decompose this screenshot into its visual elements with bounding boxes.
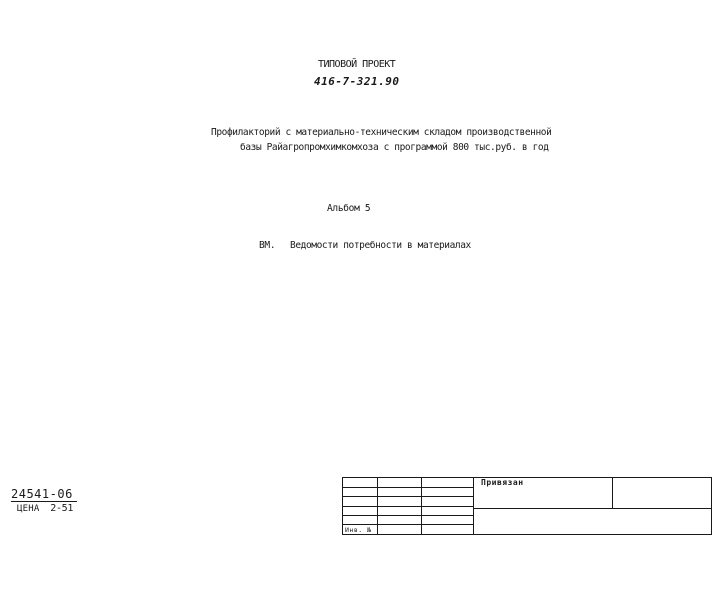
section-code: ВМ. [259, 240, 276, 251]
stamp-grid-line [343, 496, 473, 497]
stamp-binding-label: Привязан [481, 478, 524, 487]
stamp-grid-line [343, 506, 473, 507]
stamp-grid-line [473, 478, 474, 535]
stamp-grid-line [473, 508, 711, 509]
inventory-number: 24541-06 [11, 488, 77, 502]
price-label: ЦЕНА [17, 504, 40, 514]
stamp-grid-line [343, 524, 473, 525]
section-title: Ведомости потребности в материалах [290, 240, 471, 251]
stamp-inventory-label: Инв. № [345, 526, 372, 534]
price-value: 2-51 [50, 503, 74, 514]
project-description-line-1: Профилакторий с материально-техническим складом производственной [211, 127, 552, 138]
project-description-line-2: базы Райагропромхимкомхоза с программой 800 тыс.руб. в год [240, 142, 549, 153]
title-block-stamp [342, 477, 712, 535]
project-number: 416-7-321.90 [314, 75, 400, 88]
stamp-grid-line [343, 487, 473, 488]
stamp-grid-line [343, 515, 473, 516]
album-label: Альбом 5 [327, 203, 371, 214]
price-line [17, 503, 73, 515]
document-type-title: ТИПОВОЙ ПРОЕКТ [318, 59, 396, 70]
stamp-grid-line [612, 478, 613, 508]
